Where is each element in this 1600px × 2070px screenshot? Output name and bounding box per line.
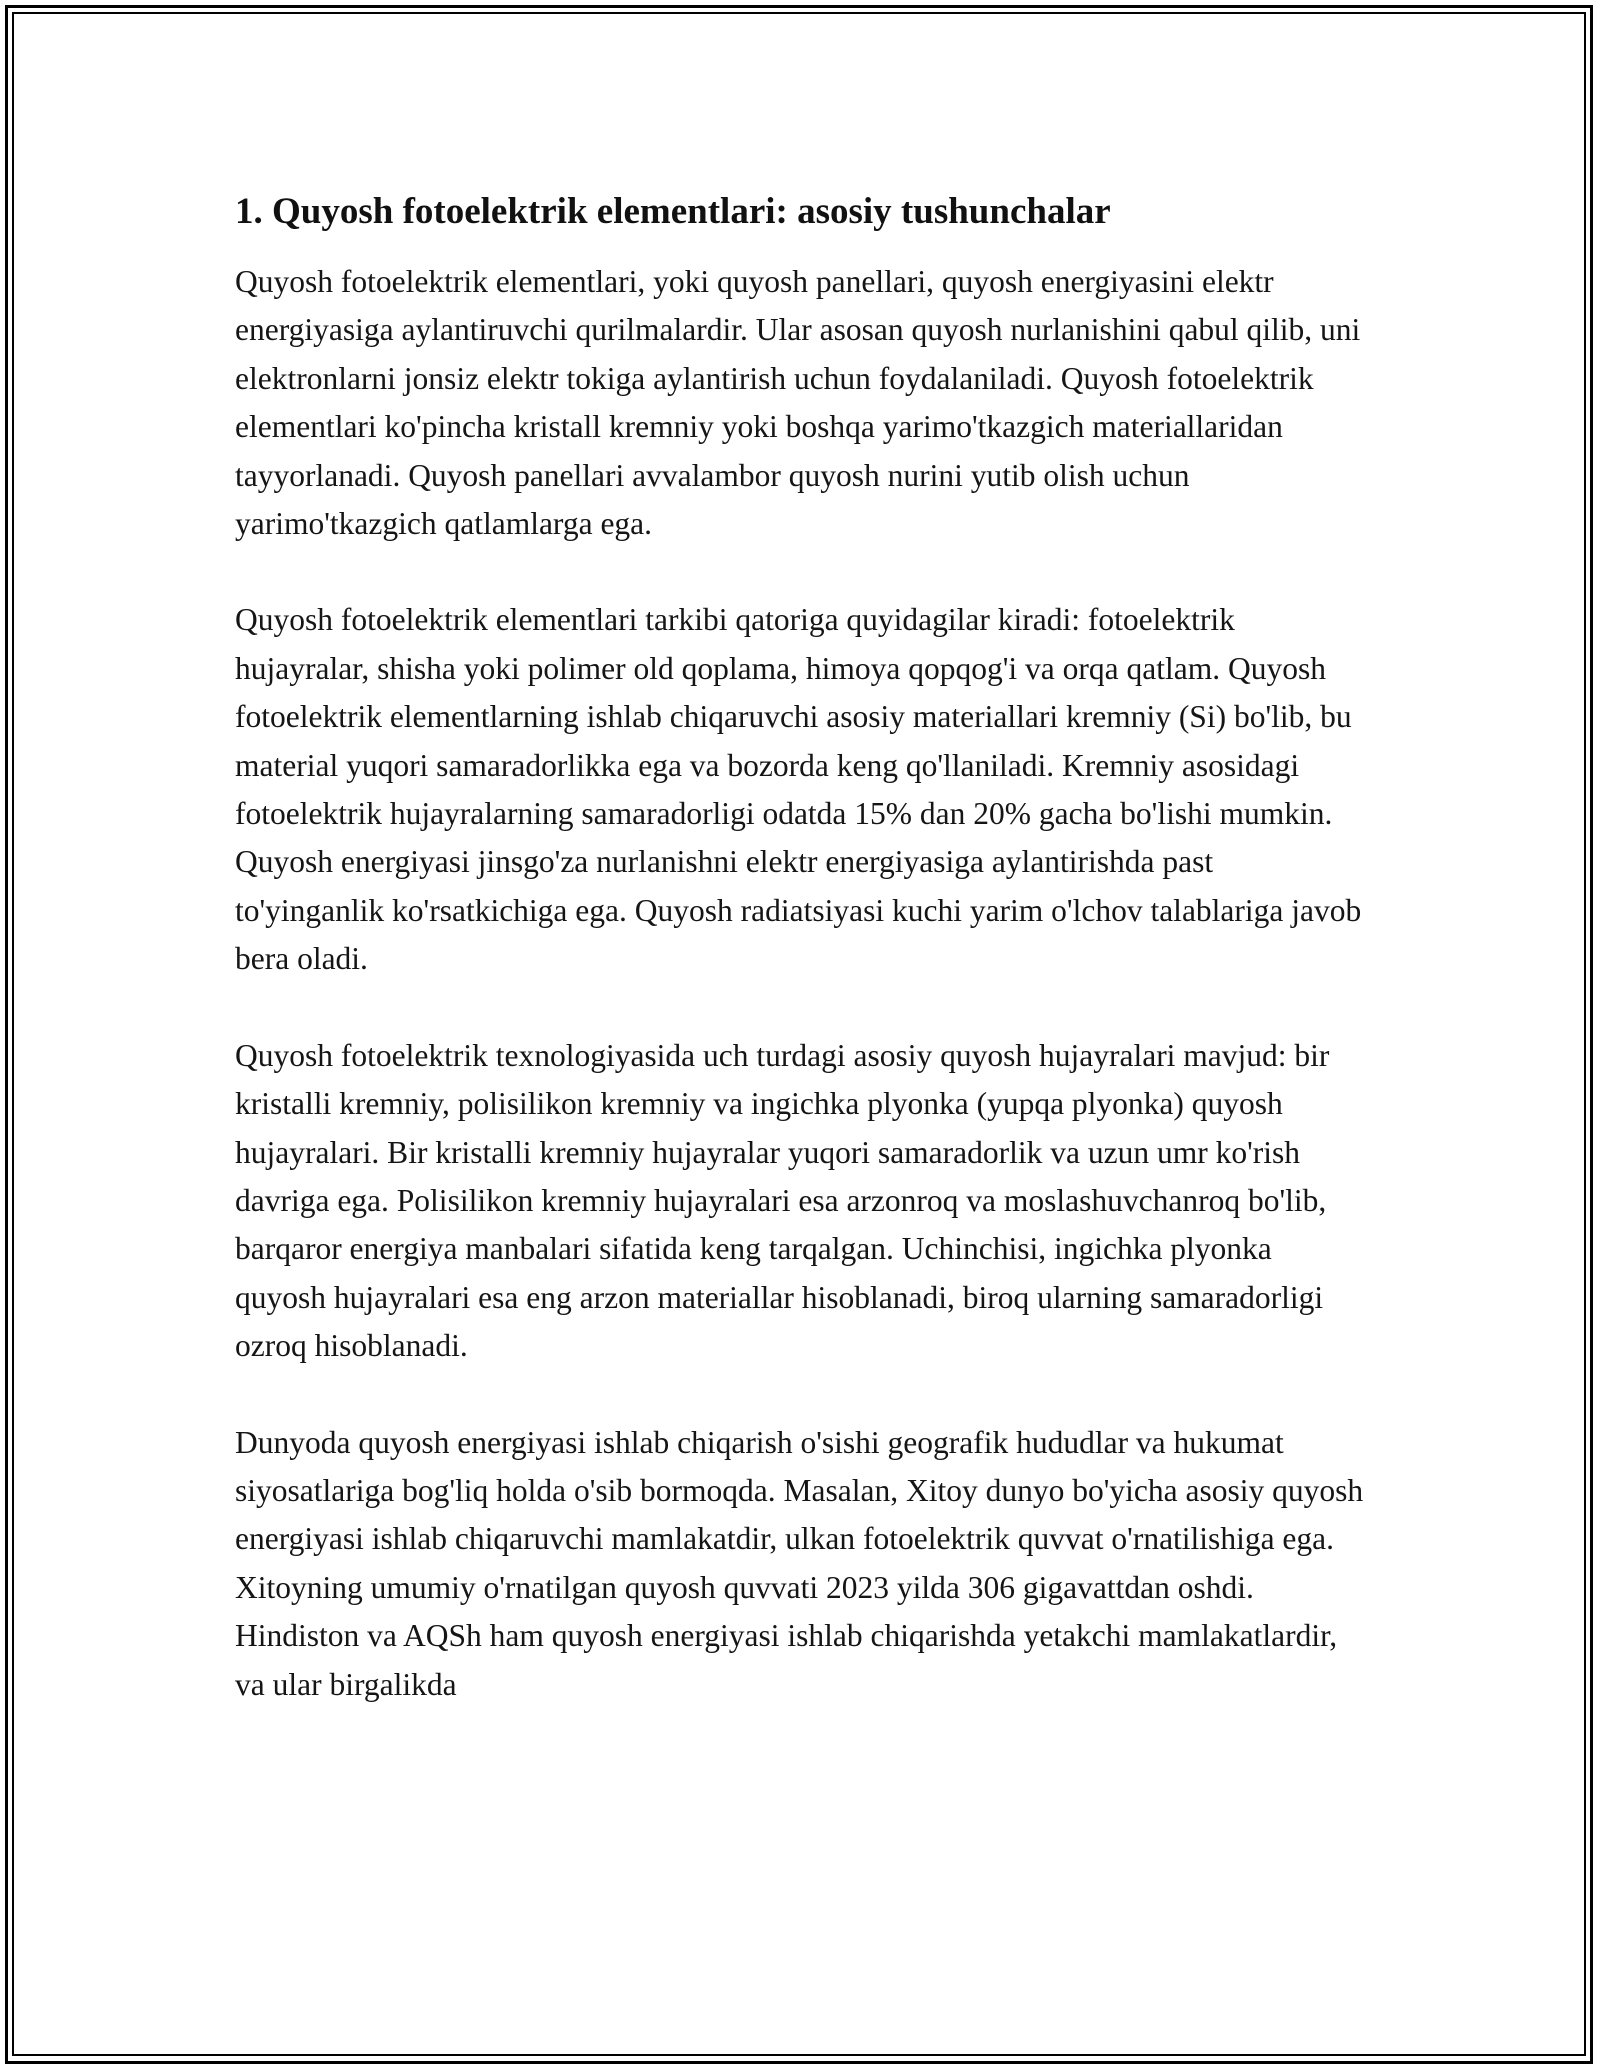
paragraph-4: Dunyoda quyosh energiyasi ishlab chiqarish o'sishi geografik hududlar va hukumat siyosatlariga bog'liq holda o'sib bormoqda. Masalan, Xitoy dunyo bo'yicha asosiy quyosh energiyasi ishlab chiqaruvchi mamlakatdir, ulkan fotoelektrik quvvat o'rnatilishiga ega. Xitoyning umumiy o'rnatilgan quyosh quvvati 2023 yilda 306 gigavattdan oshdi. Hindiston va AQSh ham quyosh energiyasi ishlab chiqarishda yetakchi mamlakatlardir, va ular birgalikda (235, 1424, 1364, 1702)
paragraph-1: Quyosh fotoelektrik elementlari, yoki quyosh panellari, quyosh energiyasini elektr energiyasiga aylantiruvchi qurilmalardir. Ular asosan quyosh nurlanishini qabul qilib, uni elektronlarni jonsiz elektr tokiga aylantirish uchun foydalaniladi. Quyosh fotoelektrik elementlari ko'pincha kristall kremniy yoki boshqa yarimo'tkazgich materiallaridan tayyorlanadi. Quyosh panellari avvalambor quyosh nurini yutib olish uchun yarimo'tkazgich qatlamlarga ega. (235, 264, 1361, 542)
section-heading: 1. Quyosh fotoelektrik elementlari: asosiy tushunchalar (235, 191, 1111, 232)
paragraph-2: Quyosh fotoelektrik elementlari tarkibi qatoriga quyidagilar kiradi: fotoelektrik hujayralar, shisha yoki polimer old qoplama, himoya qopqog'i va orqa qatlam. Quyosh fotoelektrik elementlarning ishlab chiqaruvchi asosiy materiallari kremniy (Si) bo'lib, bu material yuqori samaradorlikka ega va bozorda keng qo'llaniladi. Kremniy asosidagi fotoelektrik hujayralarning samaradorligi odatda 15% dan 20% gacha bo'lishi mumkin. Quyosh energiyasi jinsgo'za nurlanishni elektr energiyasiga aylantirishda past to'yinganlik ko'rsatkichiga ega. Quyosh radiatsiyasi kuchi yarim o'lchov talablariga javob bera oladi. (235, 602, 1362, 977)
paragraph-3: Quyosh fotoelektrik texnologiyasida uch turdagi asosiy quyosh hujayralari mavjud: bir kristalli kremniy, polisilikon kremniy va ingichka plyonka (yupqa plyonka) quyosh hujayralari. Bir kristalli kremniy hujayralar yuqori samaradorlik va uzun umr ko'rish davriga ega. Polisilikon kremniy hujayralari esa arzonroq va moslashuvchanroq bo'lib, barqaror energiya manbalari sifatida keng tarqalgan. Uchinchisi, ingichka plyonka quyosh hujayralari esa eng arzon materiallar hisoblanadi, biroq ularning samaradorligi ozroq hisoblanadi. (235, 1037, 1330, 1364)
document-body (235, 186, 1365, 1709)
